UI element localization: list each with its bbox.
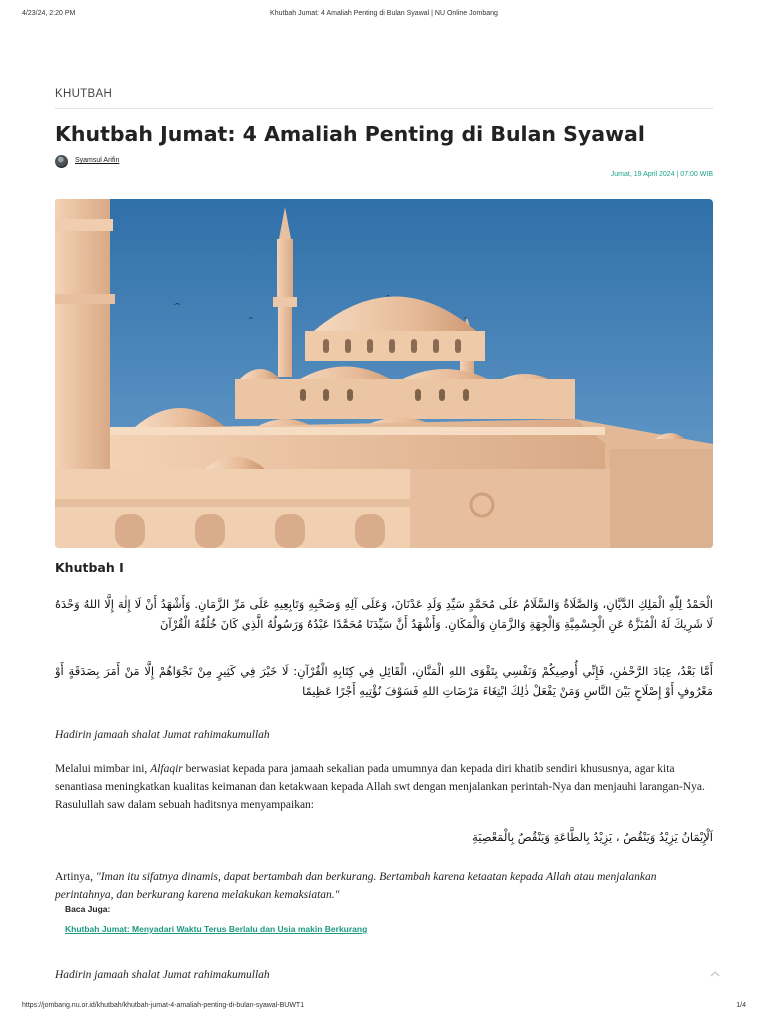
print-datetime: 4/23/24, 2:20 PM xyxy=(22,10,76,17)
section-heading: Khutbah I xyxy=(55,560,124,575)
page-number: 1/4 xyxy=(736,1002,746,1009)
arabic-paragraph: الْحَمْدُ لِلّٰهِ الْمَلِكِ الدَّيَّانِ، وَالصَّلَاةُ وَالسَّلَامُ عَلَى مُحَمَّدٍ سَيِّدِ وَلَدِ عَدْنَانَ، وَعَلَى آلِهِ وَصَحْبِهِ وَتَابِعِيهِ عَلَى مَرِّ الزَّمَانِ. وَأَشْهَدُ أَنْ لَا إِلٰهَ إِلَّا اللهُ وَحْدَهُ لَا شَرِيكَ لَهُ الْمُنَزَّهُ عَنِ الْجِسْمِيَّةِ وَالْجِهَةِ وَالزَّمَانِ وَالْمَكَانِ. وَأَشْهَدُ أَنَّ سَيِّدَنَا مُحَمَّدًا عَبْدُهُ وَرَسُولُهُ الَّذِي كَانَ خُلُقُهُ الْقُرْآنَ xyxy=(55,596,713,631)
read-also-link[interactable]: Khutbah Jumat: Menyadari Waktu Terus Berlalu dan Usia makin Berkurang xyxy=(65,924,368,934)
arabic-paragraph: أَمَّا بَعْدُ، عِبَادَ الرَّحْمٰنِ، فَإِنِّي أُوصِيكُمْ وَنَفْسِي بِتَقْوَى اللهِ الْمَنَّانِ، الْقَائِلِ فِي كِتَابِهِ الْقُرْآنِ: لَا خَيْرَ فِي كَثِيرٍ مِنْ نَجْوَاهُمْ إِلَّا مَنْ أَمَرَ بِصَدَقَةٍ أَوْ مَعْرُوفٍ أَوْ إِصْلَاحٍ بَيْنَ النَّاسِ وَمَنْ يَفْعَلْ ذٰلِكَ ابْتِغَاءَ مَرْضَاتِ اللهِ فَسَوْفَ نُؤْتِيهِ أَجْرًا عَظِيمًا xyxy=(55,663,713,698)
body-paragraph xyxy=(55,760,713,814)
translation-paragraph xyxy=(55,868,713,904)
author-link[interactable]: Syamsul Arifin xyxy=(75,157,120,164)
greeting-line: Hadirin jamaah shalat Jumat rahimakumullah xyxy=(55,968,270,981)
print-url: https://jombang.nu.or.id/khutbah/khutbah-jumat-4-amaliah-penting-di-bulan-syawal-BUWT1 xyxy=(22,1002,305,1009)
body-text: Melalui mimbar ini, xyxy=(55,762,151,775)
chevron-up-icon[interactable] xyxy=(708,966,722,980)
hadith-arabic: اَلْإِيْمَانُ يَزِيْدُ وَيَنْقُصُ ، يَزِيْدُ بِالطَّاعَةِ وَيَنْقُصُ بِالْمَعْصِيَةِ xyxy=(472,829,713,844)
greeting-line: Hadirin jamaah shalat Jumat rahimakumullah xyxy=(55,728,270,741)
body-text: berwasiat kepada para jamaah sekalian pada umumnya dan kepada diri khatib sendiri khususnya, agar kita senantiasa meningkatkan kualitas keimanan dan ketakwaan kepada Allah swt dengan menjalankan perintah-Nya dan menjauhi larangan-Nya. Rasulullah saw dalam sebuah haditsnya menyampaikan: xyxy=(55,762,705,811)
print-header xyxy=(22,10,746,22)
hero-image xyxy=(55,199,713,548)
article-title: Khutbah Jumat: 4 Amaliah Penting di Bulan Syawal xyxy=(55,122,645,146)
body-italic: Alfaqir xyxy=(150,762,183,775)
translation-prefix: Artinya, xyxy=(55,870,96,883)
divider xyxy=(55,108,713,109)
translation-italic: "Iman itu sifatnya dinamis, dapat bertambah dan berkurang. Bertambah karena ketaatan kepada Allah atau menjalankan perintahnya, dan berkurang karena melakukan kemaksiatan." xyxy=(55,870,657,901)
read-also-label: Baca Juga: xyxy=(65,904,111,914)
print-page-title: Khutbah Jumat: 4 Amaliah Penting di Bulan Syawal | NU Online Jombang xyxy=(270,10,498,17)
print-footer xyxy=(22,1002,746,1014)
category-label[interactable]: KHUTBAH xyxy=(55,88,113,100)
avatar[interactable] xyxy=(55,155,68,168)
publish-date: Jumat, 19 April 2024 | 07:00 WIB xyxy=(610,171,713,178)
mosque-illustration xyxy=(55,199,713,548)
